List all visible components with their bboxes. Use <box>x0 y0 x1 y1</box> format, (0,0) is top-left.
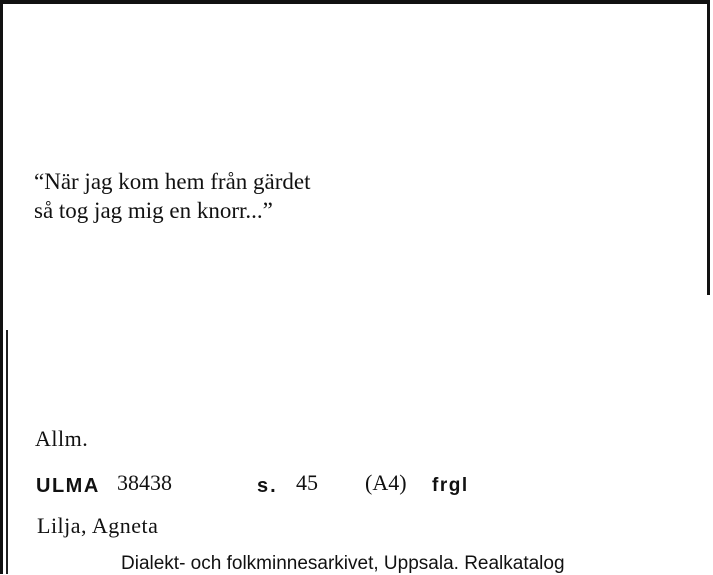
card-title-line-2: så tog jag mig en knorr...” <box>34 198 273 223</box>
archive-number: 38438 <box>117 470 172 495</box>
card-footer: Dialekt- och folkminnesarkivet, Uppsala. Realkatalog <box>121 553 565 574</box>
card-border-top <box>0 0 710 4</box>
page-prefix: s. <box>257 475 278 497</box>
card-border-left-inner <box>6 330 8 574</box>
paper-format: (A4) <box>365 470 407 495</box>
card-author: Lilja, Agneta <box>37 513 159 538</box>
page-number: 45 <box>296 470 318 495</box>
card-category: Allm. <box>35 426 89 451</box>
card-border-top-notch <box>0 0 46 2</box>
card-title-line-1: “När jag kom hem från gärdet <box>34 169 311 194</box>
record-type-code: frgl <box>432 475 469 496</box>
card-border-right <box>707 0 710 295</box>
archive-code: ULMA <box>36 475 100 497</box>
card-reference-row <box>0 470 713 500</box>
